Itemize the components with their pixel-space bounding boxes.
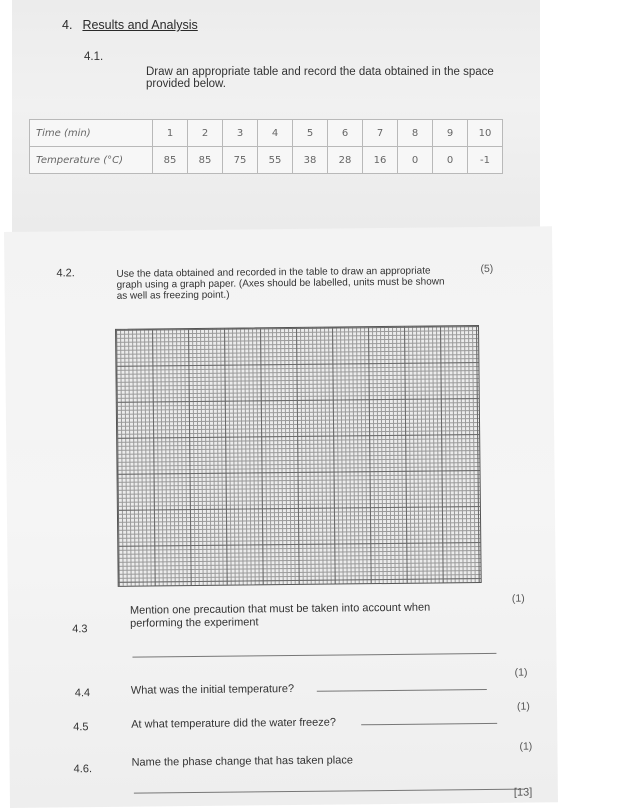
answer-line-4-6 xyxy=(134,789,524,794)
time-cell: 5 xyxy=(293,120,328,147)
answer-line-4-5 xyxy=(361,723,497,725)
time-cell: 7 xyxy=(363,120,398,147)
question-4-2-text: Use the data obtained and recorded in the table to draw an appropriate graph using a graph paper. (Axes should be labelled, units must be shown as well as freezing point.) xyxy=(116,265,445,302)
temperature-cell: 38 xyxy=(293,147,328,174)
temperature-cell: 16 xyxy=(363,147,398,174)
question-4-5-marks: (1) xyxy=(516,700,530,713)
temperature-cell: 0 xyxy=(398,147,433,174)
question-4-5-number: 4.5 xyxy=(73,721,89,734)
temperature-cell: 85 xyxy=(153,147,188,174)
section-number: 4. xyxy=(62,18,73,32)
time-row xyxy=(30,120,503,147)
temperature-cell: 0 xyxy=(433,147,468,174)
question-4-4-number: 4.4 xyxy=(74,687,91,700)
time-cell: 6 xyxy=(328,120,363,147)
temperature-row xyxy=(30,147,503,174)
question-4-2-number: 4.2. xyxy=(56,267,75,280)
temperature-cell: 85 xyxy=(188,147,223,174)
question-4-1-number: 4.1. xyxy=(84,51,104,63)
worksheet-page-bottom xyxy=(4,226,558,808)
section-title: Results and Analysis xyxy=(82,18,198,32)
question-4-6-marks: (1) xyxy=(519,740,533,753)
time-row-label: Time (min) xyxy=(30,120,153,147)
time-cell: 3 xyxy=(223,120,258,147)
total-marks: [13] xyxy=(513,786,533,799)
temperature-cell: -1 xyxy=(468,147,503,174)
question-4-3-marks: (1) xyxy=(511,592,525,605)
question-4-5-text: At what temperature did the water freeze? xyxy=(131,716,337,731)
question-4-6-number: 4.6. xyxy=(73,763,93,776)
time-cell: 4 xyxy=(258,120,293,147)
time-cell: 8 xyxy=(398,120,433,147)
graph-paper xyxy=(115,325,482,587)
results-table xyxy=(29,119,503,174)
question-4-4-text: What was the initial temperature? xyxy=(130,682,295,697)
question-4-4-marks: (1) xyxy=(514,666,528,679)
answer-line-4-4 xyxy=(317,689,487,692)
time-cell: 1 xyxy=(153,120,188,147)
question-4-2-marks: (5) xyxy=(480,262,494,276)
question-4-6-text: Name the phase change that has taken place xyxy=(131,754,353,769)
temperature-cell: 55 xyxy=(258,147,293,174)
question-4-1-text: Draw an appropriate table and record the data obtained in the space provided below. xyxy=(146,66,494,90)
question-4-3-text: Mention one precaution that must be taken into account when performing the experiment xyxy=(129,601,431,630)
section-heading xyxy=(62,18,198,32)
answer-line-4-3 xyxy=(132,653,496,658)
temperature-cell: 75 xyxy=(223,147,258,174)
temperature-cell: 28 xyxy=(328,147,363,174)
time-cell: 9 xyxy=(433,120,468,147)
question-4-3-number: 4.3 xyxy=(72,623,88,636)
time-cell: 2 xyxy=(188,120,223,147)
temperature-row-label: Temperature (°C) xyxy=(30,147,153,174)
time-cell: 10 xyxy=(468,120,503,147)
